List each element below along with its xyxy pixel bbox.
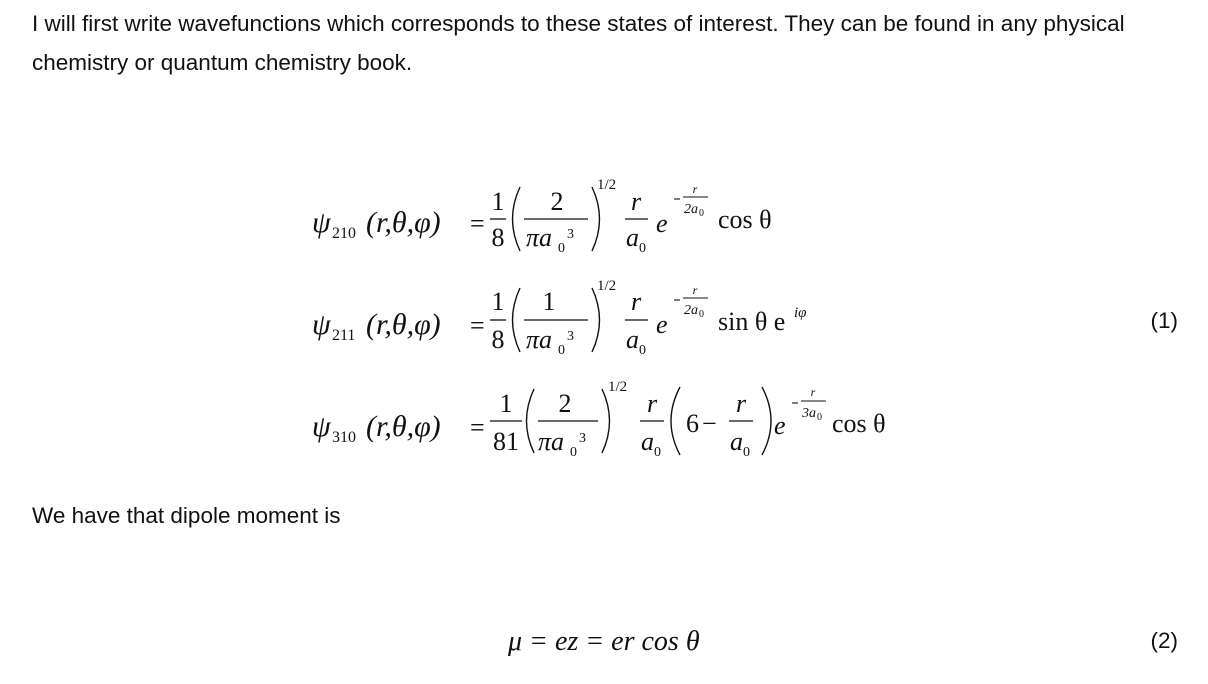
- svg-text:a: a: [626, 325, 639, 354]
- psi-symbol: ψ: [312, 206, 331, 239]
- left-paren: [513, 187, 521, 251]
- angular-superscript: iφ: [794, 305, 807, 321]
- angular-part: cos θ: [718, 205, 772, 234]
- left-paren-2: [671, 387, 680, 455]
- svg-text:a: a: [626, 223, 639, 252]
- angular-part: cos θ: [832, 409, 886, 438]
- angular-part: sin θ e: [718, 307, 786, 336]
- svg-text:0: 0: [817, 412, 822, 423]
- svg-text:3: 3: [567, 329, 574, 344]
- svg-text:a: a: [641, 427, 654, 456]
- svg-text:0: 0: [558, 241, 565, 256]
- svg-text:r: r: [630, 187, 642, 216]
- coefficient-numerator: 1: [491, 287, 505, 316]
- psi-symbol: ψ: [312, 308, 331, 341]
- exponent-denominator: 3a: [802, 406, 816, 421]
- right-paren: [602, 389, 610, 453]
- psi-subscript: 310: [332, 429, 356, 446]
- equation-psi210: [312, 177, 772, 256]
- equals-sign: =: [470, 311, 485, 340]
- psi-subscript: 210: [332, 225, 356, 242]
- svg-text:r: r: [735, 389, 747, 418]
- psi-arguments: (r,θ,φ): [366, 410, 441, 443]
- psi-subscript: 211: [332, 327, 356, 344]
- dipole-intro-text: We have that dipole moment is: [32, 503, 341, 528]
- right-paren-2: [762, 387, 771, 455]
- power: 1/2: [597, 278, 617, 294]
- equals-sign: =: [470, 413, 485, 442]
- inner-denominator: πa: [538, 427, 565, 456]
- inner-numerator: 2: [558, 389, 572, 418]
- equals-sign: =: [470, 209, 485, 238]
- inner-numerator: 2: [550, 187, 564, 216]
- power: 1/2: [608, 379, 628, 395]
- svg-text:0: 0: [639, 343, 646, 358]
- coefficient-denominator: 8: [491, 325, 505, 354]
- svg-text:3: 3: [579, 431, 586, 446]
- dipole-equation: μ = ez = er cos θ: [508, 626, 700, 657]
- left-paren: [527, 389, 535, 453]
- svg-text:0: 0: [570, 445, 577, 460]
- svg-text:r: r: [646, 389, 658, 418]
- exponent-numerator: r: [810, 385, 816, 399]
- exponent-numerator: r: [692, 182, 698, 196]
- svg-text:0: 0: [743, 445, 750, 460]
- coefficient-numerator: 1: [499, 389, 513, 418]
- coefficient-denominator: 8: [491, 223, 505, 252]
- equation-number-2: (2): [1150, 628, 1178, 653]
- svg-text:0: 0: [699, 309, 704, 320]
- exponent-numerator: r: [692, 283, 698, 297]
- right-paren: [592, 288, 600, 352]
- equation-number-1: (1): [1150, 308, 1178, 333]
- intro-paragraph: I will first write wavefunctions which corresponds to these states of interest. They can be found in any physical chemistry or quantum chemistry book.: [32, 11, 1125, 75]
- equation-psi310: [312, 379, 886, 460]
- left-paren: [513, 288, 521, 352]
- inner-numerator: 1: [542, 287, 556, 316]
- svg-text:a: a: [730, 427, 743, 456]
- svg-text:e: e: [656, 310, 668, 339]
- right-paren: [592, 187, 600, 251]
- coefficient-denominator: 81: [493, 427, 519, 456]
- svg-text:0: 0: [639, 241, 646, 256]
- equation-psi211: [312, 278, 806, 358]
- exponent-denominator: 2a: [684, 202, 698, 217]
- exponent-denominator: 2a: [684, 303, 698, 318]
- coefficient-numerator: 1: [491, 187, 505, 216]
- svg-text:e: e: [774, 411, 786, 440]
- svg-text:3: 3: [567, 227, 574, 242]
- paren-constant: 6: [686, 409, 699, 438]
- psi-arguments: (r,θ,φ): [366, 308, 441, 341]
- svg-text:r: r: [630, 287, 642, 316]
- inner-denominator: πa: [526, 223, 553, 252]
- power: 1/2: [597, 177, 617, 193]
- svg-text:−: −: [702, 409, 717, 438]
- psi-arguments: (r,θ,φ): [366, 206, 441, 239]
- psi-symbol: ψ: [312, 410, 331, 443]
- svg-text:e: e: [656, 209, 668, 238]
- inner-denominator: πa: [526, 325, 553, 354]
- svg-text:0: 0: [558, 343, 565, 358]
- svg-text:0: 0: [699, 208, 704, 219]
- svg-text:0: 0: [654, 445, 661, 460]
